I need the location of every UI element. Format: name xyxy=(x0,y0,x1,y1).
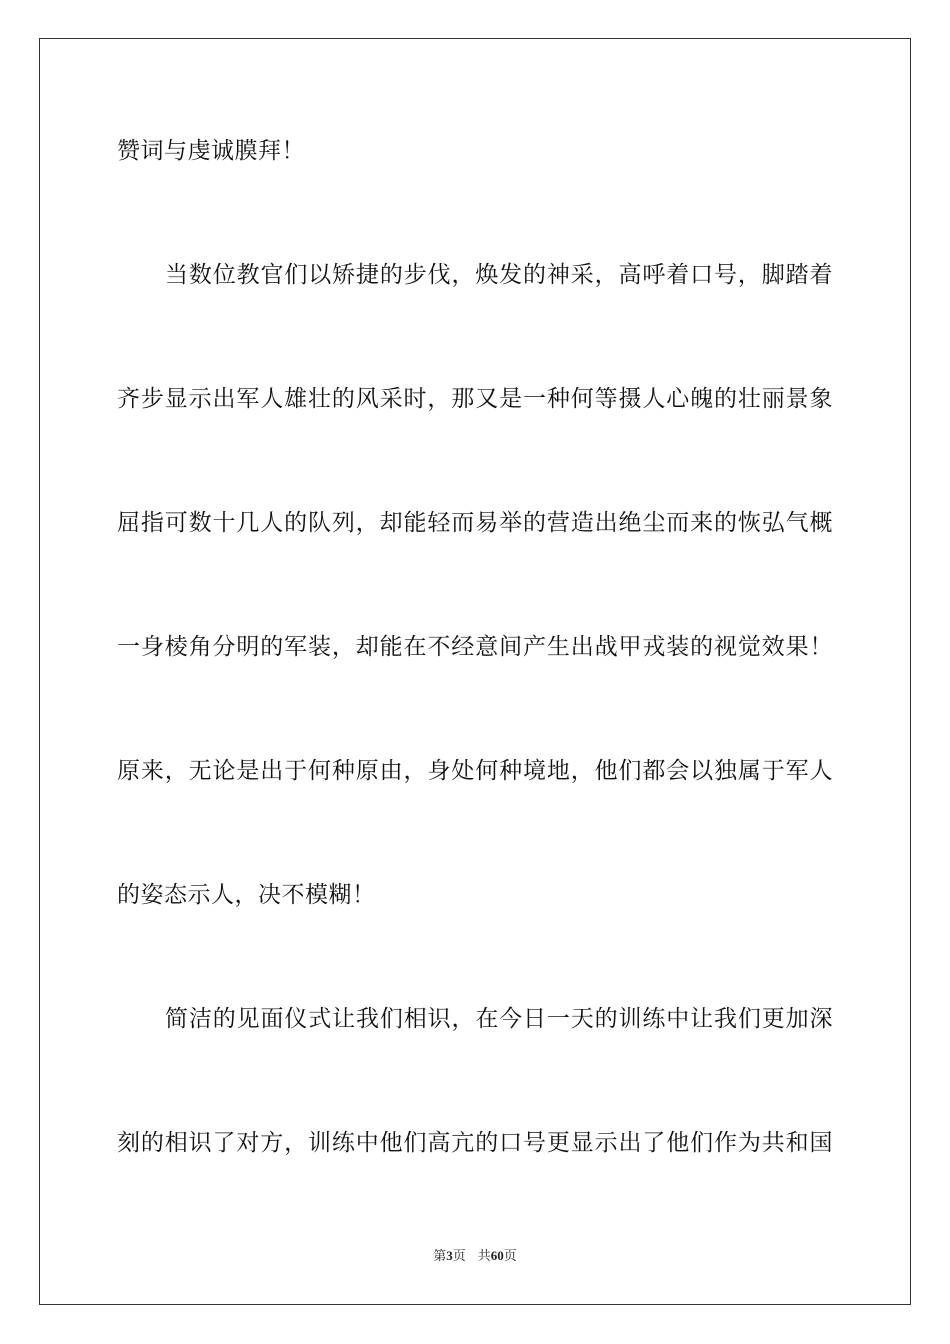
paragraph-line-4: 屈指可数十几人的队列，却能轻而易举的营造出绝尘而来的恢弘气概 xyxy=(117,510,833,536)
page-border xyxy=(39,38,911,1305)
total-pages: 60 xyxy=(490,1248,504,1263)
paragraph-line-2: 当数位教官们以矫捷的步伐，焕发的神采，高呼着口号，脚踏着 xyxy=(165,262,833,288)
page-footer xyxy=(0,1247,950,1265)
paragraph-line-1: 赞词与虔诚膜拜！ xyxy=(117,138,305,164)
paragraph-line-7: 的姿态示人，决不模糊！ xyxy=(117,882,376,908)
total-prefix: 共 xyxy=(477,1248,491,1263)
paragraph-line-6: 原来，无论是出于何种原由，身处何种境地，他们都会以独属于军人 xyxy=(117,758,833,784)
paragraph-line-9: 刻的相识了对方，训练中他们高亢的口号更显示出了他们作为共和国 xyxy=(117,1130,833,1156)
page-suffix: 页 xyxy=(452,1248,466,1263)
paragraph-line-5: 一身棱角分明的军装，却能在不经意间产生出战甲戎装的视觉效果！ xyxy=(117,634,833,660)
paragraph-line-8: 简洁的见面仪式让我们相识，在今日一天的训练中让我们更加深 xyxy=(165,1006,833,1032)
paragraph-line-3: 齐步显示出军人雄壮的风采时，那又是一种何等摄人心魄的壮丽景象 xyxy=(117,386,833,412)
total-suffix: 页 xyxy=(503,1248,517,1263)
page-prefix: 第 xyxy=(433,1248,447,1263)
page-number: 3 xyxy=(446,1248,453,1263)
